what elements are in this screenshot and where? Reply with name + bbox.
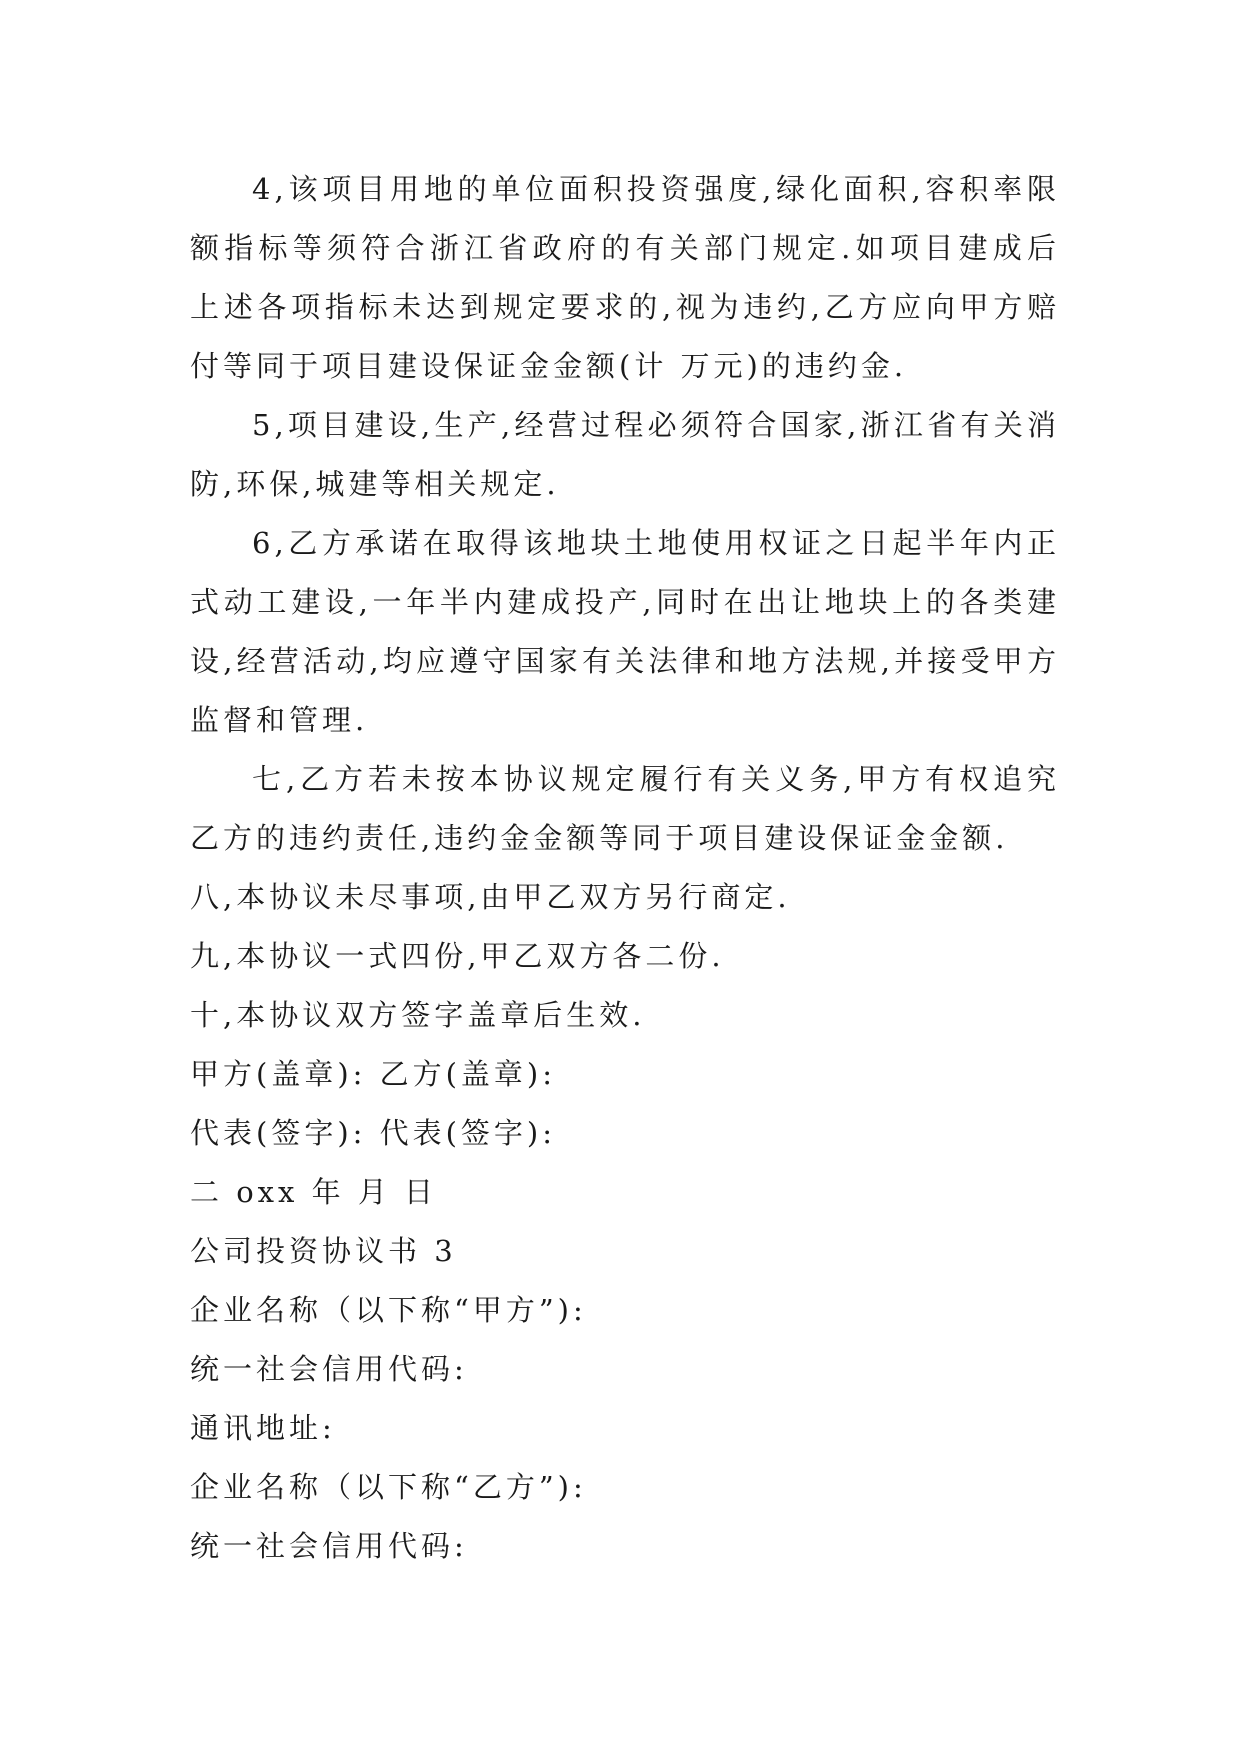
clause-7: 七,乙方若未按本协议规定履行有关义务,甲方有权追究乙方的违约责任,违约金金额等同于项目建设保证金金额. <box>190 762 1060 855</box>
date-line: 二 oxx 年 月 日 <box>190 1175 438 1209</box>
document-body <box>190 160 1060 1576</box>
clause-8: 八,本协议未尽事项,由甲乙双方另行商定. <box>190 880 791 914</box>
field-party-b-credit-code: 统一社会信用代码: <box>190 1529 468 1563</box>
clause-9: 九,本协议一式四份,甲乙双方各二份. <box>190 939 725 973</box>
signature-line: 代表(签字): 代表(签字): <box>190 1116 557 1150</box>
clause-4: 4,该项目用地的单位面积投资强度,绿化面积,容积率限额指标等须符合浙江省政府的有关部门规定.如项目建成后上述各项指标未达到规定要求的,视为违约,乙方应向甲方赔付等同于项目建设保证金金额(计 万元)的违约金. <box>190 172 1060 383</box>
clause-10: 十,本协议双方签字盖章后生效. <box>190 998 646 1032</box>
field-party-a-address: 通讯地址: <box>190 1411 336 1445</box>
field-party-b-name: 企业名称（以下称“乙方”): <box>190 1470 587 1504</box>
section-title: 公司投资协议书 3 <box>190 1234 457 1268</box>
clause-5: 5,项目建设,生产,经营过程必须符合国家,浙江省有关消防,环保,城建等相关规定. <box>190 408 1060 501</box>
seal-line: 甲方(盖章): 乙方(盖章): <box>190 1057 557 1091</box>
field-party-a-name: 企业名称（以下称“甲方”): <box>190 1293 587 1327</box>
field-party-a-credit-code: 统一社会信用代码: <box>190 1352 468 1386</box>
clause-6: 6,乙方承诺在取得该地块土地使用权证之日起半年内正式动工建设,一年半内建成投产,同时在出让地块上的各类建设,经营活动,均应遵守国家有关法律和地方法规,并接受甲方监督和管理. <box>190 526 1060 737</box>
